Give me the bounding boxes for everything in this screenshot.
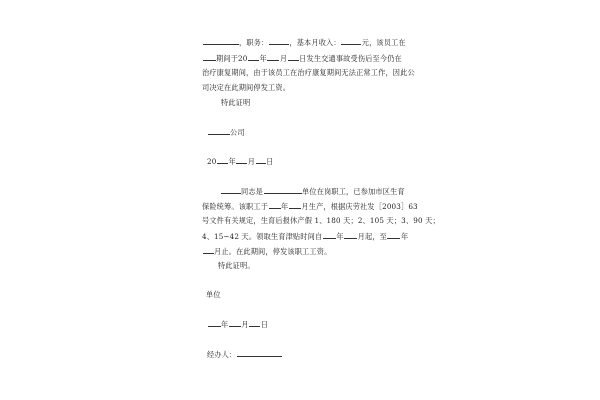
blank-month xyxy=(267,53,279,61)
cert2-unit-label: 单位 xyxy=(206,290,221,299)
cert1-company-line: 公司 xyxy=(207,127,245,138)
cert1-line-1: ，职务： ，基本月收入： 元，该员工在 xyxy=(202,37,406,48)
cert1-closing: 特此证明 xyxy=(221,98,251,107)
blank-company xyxy=(208,127,230,135)
cert2-line-5: 月止。在此期间，停发该职工工资。 xyxy=(202,246,331,257)
cert1-line-3: 治疗康复期间，由于该员工在治疗康复期间无法正常工作，因此公 xyxy=(202,68,415,77)
blank-unit xyxy=(264,186,302,194)
blank-from-month xyxy=(344,231,357,239)
cert1-line-2: 期间于20 年 月 日发生交通事故受伤后至今仍在 xyxy=(202,53,402,64)
blank-name xyxy=(203,37,239,45)
blank-date-year xyxy=(217,156,228,164)
blank-position xyxy=(269,37,289,45)
blank-date-day xyxy=(256,156,266,164)
blank-to-month xyxy=(203,246,214,254)
cert2-handler-line: 经办人： xyxy=(207,349,282,360)
cert2-line-2: 保险统筹。该职工于 年 月生产，根据庆劳社发［2003］63 xyxy=(202,202,418,211)
blank-handler xyxy=(237,349,282,357)
blank-day xyxy=(288,53,299,61)
blank-to-year xyxy=(387,231,400,239)
cert2-closing: 特此证明。 xyxy=(218,261,255,270)
cert1-line-4: 司决定在此期间停发工资。 xyxy=(202,83,291,92)
cert2-line-3: 号文件有关规定，生育后报休产假 1、180 天；2、105 天；3、90 天； xyxy=(202,216,440,225)
blank-period xyxy=(203,53,216,61)
cert2-line-4: 4、15∽42 天。领取生育津贴时间自 年 月起，至 年 xyxy=(202,232,409,241)
cert2-line-1: 同志是 单位在岗职工，已参加市区生育 xyxy=(220,186,405,197)
blank-birth-year xyxy=(269,201,281,209)
blank-sign-month xyxy=(229,319,241,327)
blank-income xyxy=(341,37,361,45)
blank-date-month xyxy=(236,156,247,164)
blank-comrade-name xyxy=(221,186,241,194)
blank-from-year xyxy=(323,231,336,239)
blank-sign-day xyxy=(249,319,260,327)
cert2-date-line: 年 月 日 xyxy=(207,319,268,330)
blank-birth-month xyxy=(289,201,301,209)
blank-sign-year xyxy=(208,319,221,327)
blank-year xyxy=(248,53,259,61)
cert1-date-line: 20 年 月 日 xyxy=(207,157,274,166)
